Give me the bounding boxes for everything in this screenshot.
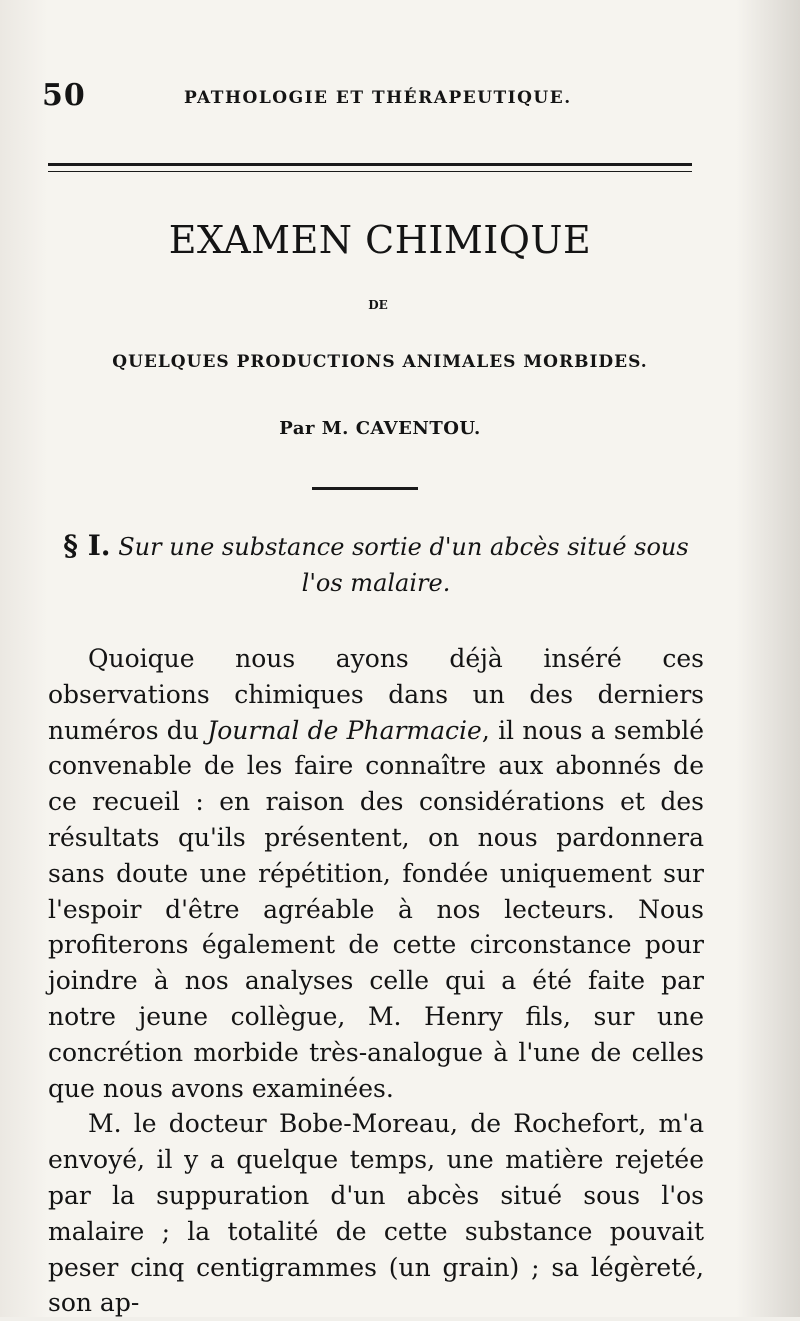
header-rule-thin xyxy=(48,171,692,172)
paragraph-2: M. le docteur Bobe-Moreau, de Rochefort, m'a envoyé, il y a quelque temps, une matière rejetée par la suppuration d'un abcès situé sous l'os malaire ; la totalité de cette substance pouvait peser cinq centigrammes (un grain) ; sa légèreté, son ap- xyxy=(48,1109,704,1318)
paragraph-1 xyxy=(48,641,704,1106)
article-title: EXAMEN CHIMIQUE xyxy=(168,218,592,262)
article-title-de: DE xyxy=(368,298,388,312)
article-subtitle: QUELQUES PRODUCTIONS ANIMALES MORBIDES. xyxy=(112,352,648,372)
paragraph-1-part-1: Quoique nous ayons déjà inséré ces observations chimiques dans un des derniers numéros du xyxy=(48,644,704,745)
title-separator-rule xyxy=(312,487,418,490)
body-text xyxy=(48,641,704,1321)
journal-title: Journal de Pharmacie xyxy=(207,715,482,745)
section-heading-text: Sur une substance sortie d'un abcès situé sous l'os malaire. xyxy=(118,533,689,597)
paragraph-1-part-2: , il nous a semblé convenable de les faire connaître aux abonnés de ce recueil : en raison des considérations et des résultats qu'ils présentent, on nous pardonnera sans doute une répétition, fondée uniquement sur l'espoir d'être agréable à nos lecteurs. Nous profiterons également de cette circonstance pour joindre à nos analyses celle qui a été faite par notre jeune collègue, M. Henry fils, sur une concrétion morbide très-analogue à l'une de celles que nous avons examinées. xyxy=(48,715,704,1103)
section-number: § I. xyxy=(63,529,111,562)
running-head: PATHOLOGIE ET THÉRAPEUTIQUE. xyxy=(184,88,572,108)
section-heading xyxy=(48,528,704,601)
header-rule-thick xyxy=(48,163,692,166)
page-number: 50 xyxy=(42,78,86,113)
article-author: Par M. CAVENTOU. xyxy=(279,418,481,439)
page-header xyxy=(42,78,722,118)
